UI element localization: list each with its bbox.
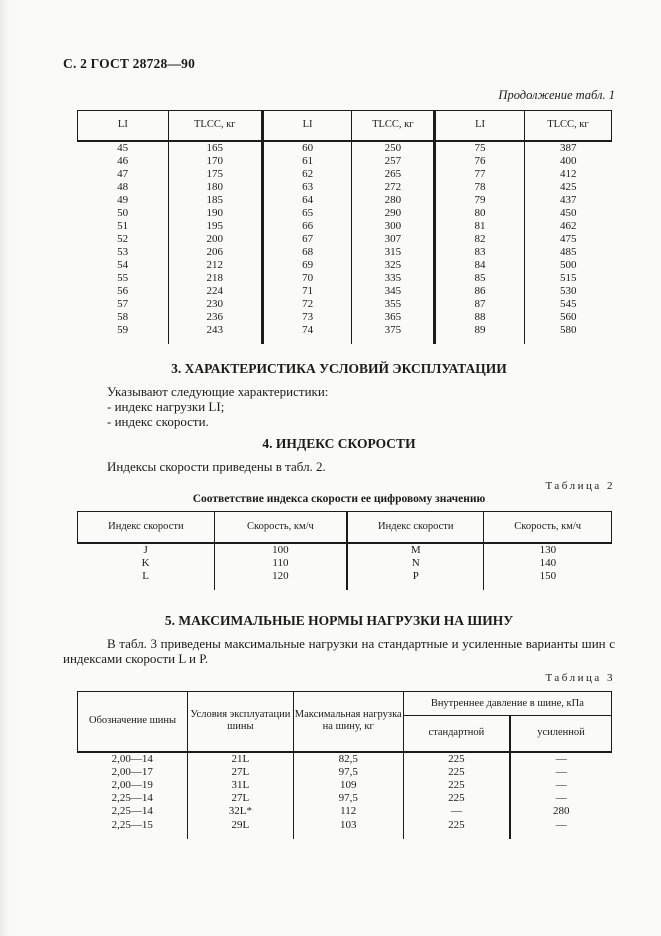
table-cell: 225 — [403, 819, 510, 839]
page-header: С. 2 ГОСТ 28728—90 — [63, 56, 196, 71]
table2-title: Соответствие индекса скорости ее цифровому значению — [192, 493, 486, 505]
table-row — [78, 766, 612, 779]
table-cell: 47 — [117, 167, 129, 180]
table-cell: 51 — [117, 219, 129, 232]
table-cell: 2,25—14 — [111, 792, 153, 805]
table-cell: 315 — [352, 246, 435, 259]
table-cell: 52 — [117, 232, 129, 245]
table-cell: P — [347, 570, 484, 590]
table-cell: 97,5 — [293, 792, 403, 805]
table2-header-index-1: Индекс скорости — [78, 512, 215, 543]
table-cell: 82 — [435, 233, 525, 246]
table-cell: 2,25—15 — [111, 818, 153, 831]
table-cell: 27L — [188, 766, 294, 779]
table-cell: 45 — [78, 141, 169, 155]
table3-header-max-load: Максимальная нагрузка на шину, кг — [293, 692, 403, 752]
table-cell: 55 — [117, 271, 129, 284]
section5-title: 5. МАКСИМАЛЬНЫЕ НОРМЫ НАГРУЗКИ НА ШИНУ — [164, 613, 514, 628]
table1-header-tlcc-2: TLCC, кг — [352, 111, 435, 141]
table-cell: 69 — [262, 259, 352, 272]
table-cell: 580 — [524, 324, 611, 344]
table2-body — [78, 543, 612, 590]
table-row — [78, 155, 612, 168]
table-cell: 485 — [524, 246, 611, 259]
table-cell: 78 — [435, 181, 525, 194]
table-cell: 307 — [352, 233, 435, 246]
table-row — [78, 543, 612, 557]
table-cell: 54 — [117, 258, 129, 271]
table-cell: 425 — [524, 181, 611, 194]
speed-index-table — [77, 511, 612, 590]
table-cell: 62 — [262, 168, 352, 181]
table-cell: 2,00—17 — [111, 765, 153, 778]
table1-header-row — [78, 111, 612, 141]
table-cell: 236 — [168, 311, 262, 324]
table-cell: 59 — [117, 323, 129, 336]
table-cell: — — [510, 766, 611, 779]
table-cell: 56 — [117, 284, 129, 297]
table-cell: 49 — [117, 193, 129, 206]
table3-header-pressure-reinforced: усиленной — [510, 716, 611, 752]
load-index-table — [77, 110, 612, 344]
table-row — [78, 557, 612, 570]
table-cell: 355 — [352, 298, 435, 311]
table1-header-li-3: LI — [435, 111, 525, 141]
table1-header-tlcc-3: TLCC, кг — [524, 111, 611, 141]
table1-header-li-2: LI — [262, 111, 352, 141]
section3-title: 3. ХАРАКТЕРИСТИКА УСЛОВИЙ ЭКСПЛУАТАЦИИ — [171, 361, 507, 376]
table-cell: 475 — [524, 233, 611, 246]
table-cell: 250 — [352, 141, 435, 155]
table3-header-designation: Обозначение шины — [78, 692, 188, 752]
table-row — [78, 168, 612, 181]
table-row — [78, 285, 612, 298]
table-cell: 175 — [168, 168, 262, 181]
table-cell: M — [347, 543, 484, 557]
table3-header-pressure: Внутреннее давление в шине, кПа — [403, 692, 611, 716]
table3-header-conditions: Условия эксплуатации шины — [188, 692, 294, 752]
table3-label: Таблица 3 — [545, 672, 615, 684]
table-cell: L — [142, 569, 149, 582]
table3-body — [78, 752, 612, 839]
table-cell: 345 — [352, 285, 435, 298]
table-cell: N — [347, 557, 484, 570]
table-cell: — — [510, 779, 611, 792]
table-row — [78, 298, 612, 311]
table-row — [78, 272, 612, 285]
table-row — [78, 324, 612, 344]
table-cell: 27L — [188, 792, 294, 805]
table-cell: 412 — [524, 168, 611, 181]
table-cell: 190 — [168, 207, 262, 220]
section4-title: 4. ИНДЕКС СКОРОСТИ — [262, 436, 416, 451]
table-cell: 265 — [352, 168, 435, 181]
table-cell: 257 — [352, 155, 435, 168]
section3-paragraphs — [63, 384, 615, 430]
table1-body — [78, 141, 612, 344]
table-cell: 290 — [352, 207, 435, 220]
table-cell: 21L — [188, 752, 294, 766]
table-cell: 224 — [168, 285, 262, 298]
table1-header-tlcc-1: TLCC, кг — [168, 111, 262, 141]
table-cell: 68 — [262, 246, 352, 259]
table-cell: 140 — [484, 557, 612, 570]
table-cell: 165 — [168, 141, 262, 155]
table-cell: 109 — [293, 779, 403, 792]
table-cell: 400 — [524, 155, 611, 168]
table-cell: — — [510, 819, 611, 839]
table-cell: 31L — [188, 779, 294, 792]
table-cell: 63 — [262, 181, 352, 194]
section5-line: В табл. 3 приведены максимальные нагрузки на стандартные и усиленные варианты шин с индексами скорости L и Р. — [63, 636, 615, 667]
table-cell: 500 — [524, 259, 611, 272]
table-cell: 79 — [435, 194, 525, 207]
table-cell: 29L — [188, 819, 294, 839]
table-cell: 50 — [117, 206, 129, 219]
table-cell: 75 — [435, 141, 525, 155]
table-cell: — — [403, 805, 510, 818]
table-cell: 120 — [214, 570, 347, 590]
table-cell: 375 — [352, 324, 435, 344]
table-cell: 60 — [262, 141, 352, 155]
table-cell: 100 — [214, 543, 347, 557]
table-cell: 57 — [117, 297, 129, 310]
table-cell: 83 — [435, 246, 525, 259]
table-row — [78, 194, 612, 207]
table-cell: 225 — [403, 779, 510, 792]
table-row — [78, 819, 612, 839]
table-cell: 515 — [524, 272, 611, 285]
table-cell: 206 — [168, 246, 262, 259]
table-cell: 335 — [352, 272, 435, 285]
table-cell: J — [78, 543, 215, 557]
table-row — [78, 570, 612, 590]
table-cell: 387 — [524, 141, 611, 155]
scan-edge-shadow — [0, 0, 10, 936]
table-row — [78, 805, 612, 818]
table-cell: 2,00—19 — [111, 778, 153, 791]
table2-header-row — [78, 512, 612, 543]
table3-header-pressure-standard: стандартной — [403, 716, 510, 752]
table-cell: 65 — [262, 207, 352, 220]
table-cell: 67 — [262, 233, 352, 246]
table-cell: 72 — [262, 298, 352, 311]
section4-paragraph — [63, 459, 615, 474]
table-cell: 70 — [262, 272, 352, 285]
table-cell: 71 — [262, 285, 352, 298]
table-cell: 280 — [352, 194, 435, 207]
table-cell: 85 — [435, 272, 525, 285]
table-cell: 200 — [168, 233, 262, 246]
table-row — [78, 207, 612, 220]
table-cell: 86 — [435, 285, 525, 298]
table-cell: 81 — [435, 220, 525, 233]
table-cell: 112 — [293, 805, 403, 818]
table-cell: 170 — [168, 155, 262, 168]
table-row — [78, 311, 612, 324]
table-cell: 325 — [352, 259, 435, 272]
table-cell: 462 — [524, 220, 611, 233]
table-cell: 32L* — [188, 805, 294, 818]
table-row — [78, 752, 612, 766]
table-cell: 64 — [262, 194, 352, 207]
table-cell: 2,00—14 — [78, 752, 188, 766]
table-row — [78, 792, 612, 805]
table-cell: 195 — [168, 220, 262, 233]
table-cell: 225 — [403, 792, 510, 805]
table-cell: 82,5 — [293, 752, 403, 766]
table-cell: 89 — [435, 324, 525, 344]
table-cell: 218 — [168, 272, 262, 285]
table-cell: 61 — [262, 155, 352, 168]
table-row — [78, 259, 612, 272]
table-cell: 76 — [435, 155, 525, 168]
table2-label: Таблица 2 — [545, 480, 615, 492]
section3-line: Указывают следующие характеристики: — [107, 384, 329, 399]
table-cell: 225 — [403, 766, 510, 779]
table-cell: 212 — [168, 259, 262, 272]
table-cell: 103 — [293, 819, 403, 839]
table3-header-row-1 — [78, 692, 612, 716]
table-cell: 300 — [352, 220, 435, 233]
table-row — [78, 181, 612, 194]
table-cell: 450 — [524, 207, 611, 220]
table-cell: 230 — [168, 298, 262, 311]
table-cell: 560 — [524, 311, 611, 324]
table-cell: 46 — [117, 154, 129, 167]
table-row — [78, 246, 612, 259]
table2-header-index-2: Индекс скорости — [347, 512, 484, 543]
table-cell: — — [510, 752, 611, 766]
table-cell: 150 — [484, 570, 612, 590]
table-cell: 48 — [117, 180, 129, 193]
table1-header-li-1: LI — [78, 111, 169, 141]
table-row — [78, 233, 612, 246]
table-row — [78, 220, 612, 233]
section4-line: Индексы скорости приведены в табл. 2. — [107, 459, 326, 474]
section3-line: - индекс скорости. — [107, 414, 209, 430]
table-cell: 280 — [510, 805, 611, 818]
table-cell: 80 — [435, 207, 525, 220]
table-cell: 185 — [168, 194, 262, 207]
table-cell: 74 — [262, 324, 352, 344]
table1-continuation-note: Продолжение табл. 1 — [498, 88, 615, 102]
table-cell: 88 — [435, 311, 525, 324]
section3-line: - индекс нагрузки LI; — [107, 399, 225, 415]
table-cell: 73 — [262, 311, 352, 324]
table-cell: 272 — [352, 181, 435, 194]
table-cell: 66 — [262, 220, 352, 233]
table-cell: 530 — [524, 285, 611, 298]
table-cell: 180 — [168, 181, 262, 194]
table-cell: 58 — [117, 310, 129, 323]
table-cell: 87 — [435, 298, 525, 311]
table-cell: 130 — [484, 543, 612, 557]
section5-paragraph — [63, 636, 615, 666]
table-cell: 110 — [214, 557, 347, 570]
table-cell: 243 — [168, 324, 262, 344]
table2-header-speed-1: Скорость, км/ч — [214, 512, 347, 543]
table-cell: 225 — [403, 752, 510, 766]
table-cell: 97,5 — [293, 766, 403, 779]
table2-header-speed-2: Скорость, км/ч — [484, 512, 612, 543]
table-cell: 365 — [352, 311, 435, 324]
table-cell: 545 — [524, 298, 611, 311]
table-cell: K — [141, 556, 150, 569]
table-cell: 53 — [117, 245, 129, 258]
max-load-table — [77, 691, 612, 839]
table-cell: 2,25—14 — [111, 805, 153, 818]
table-row — [78, 779, 612, 792]
table-cell: 437 — [524, 194, 611, 207]
table-cell: — — [510, 792, 611, 805]
table-cell: 84 — [435, 259, 525, 272]
table-cell: 77 — [435, 168, 525, 181]
table-row — [78, 141, 612, 155]
